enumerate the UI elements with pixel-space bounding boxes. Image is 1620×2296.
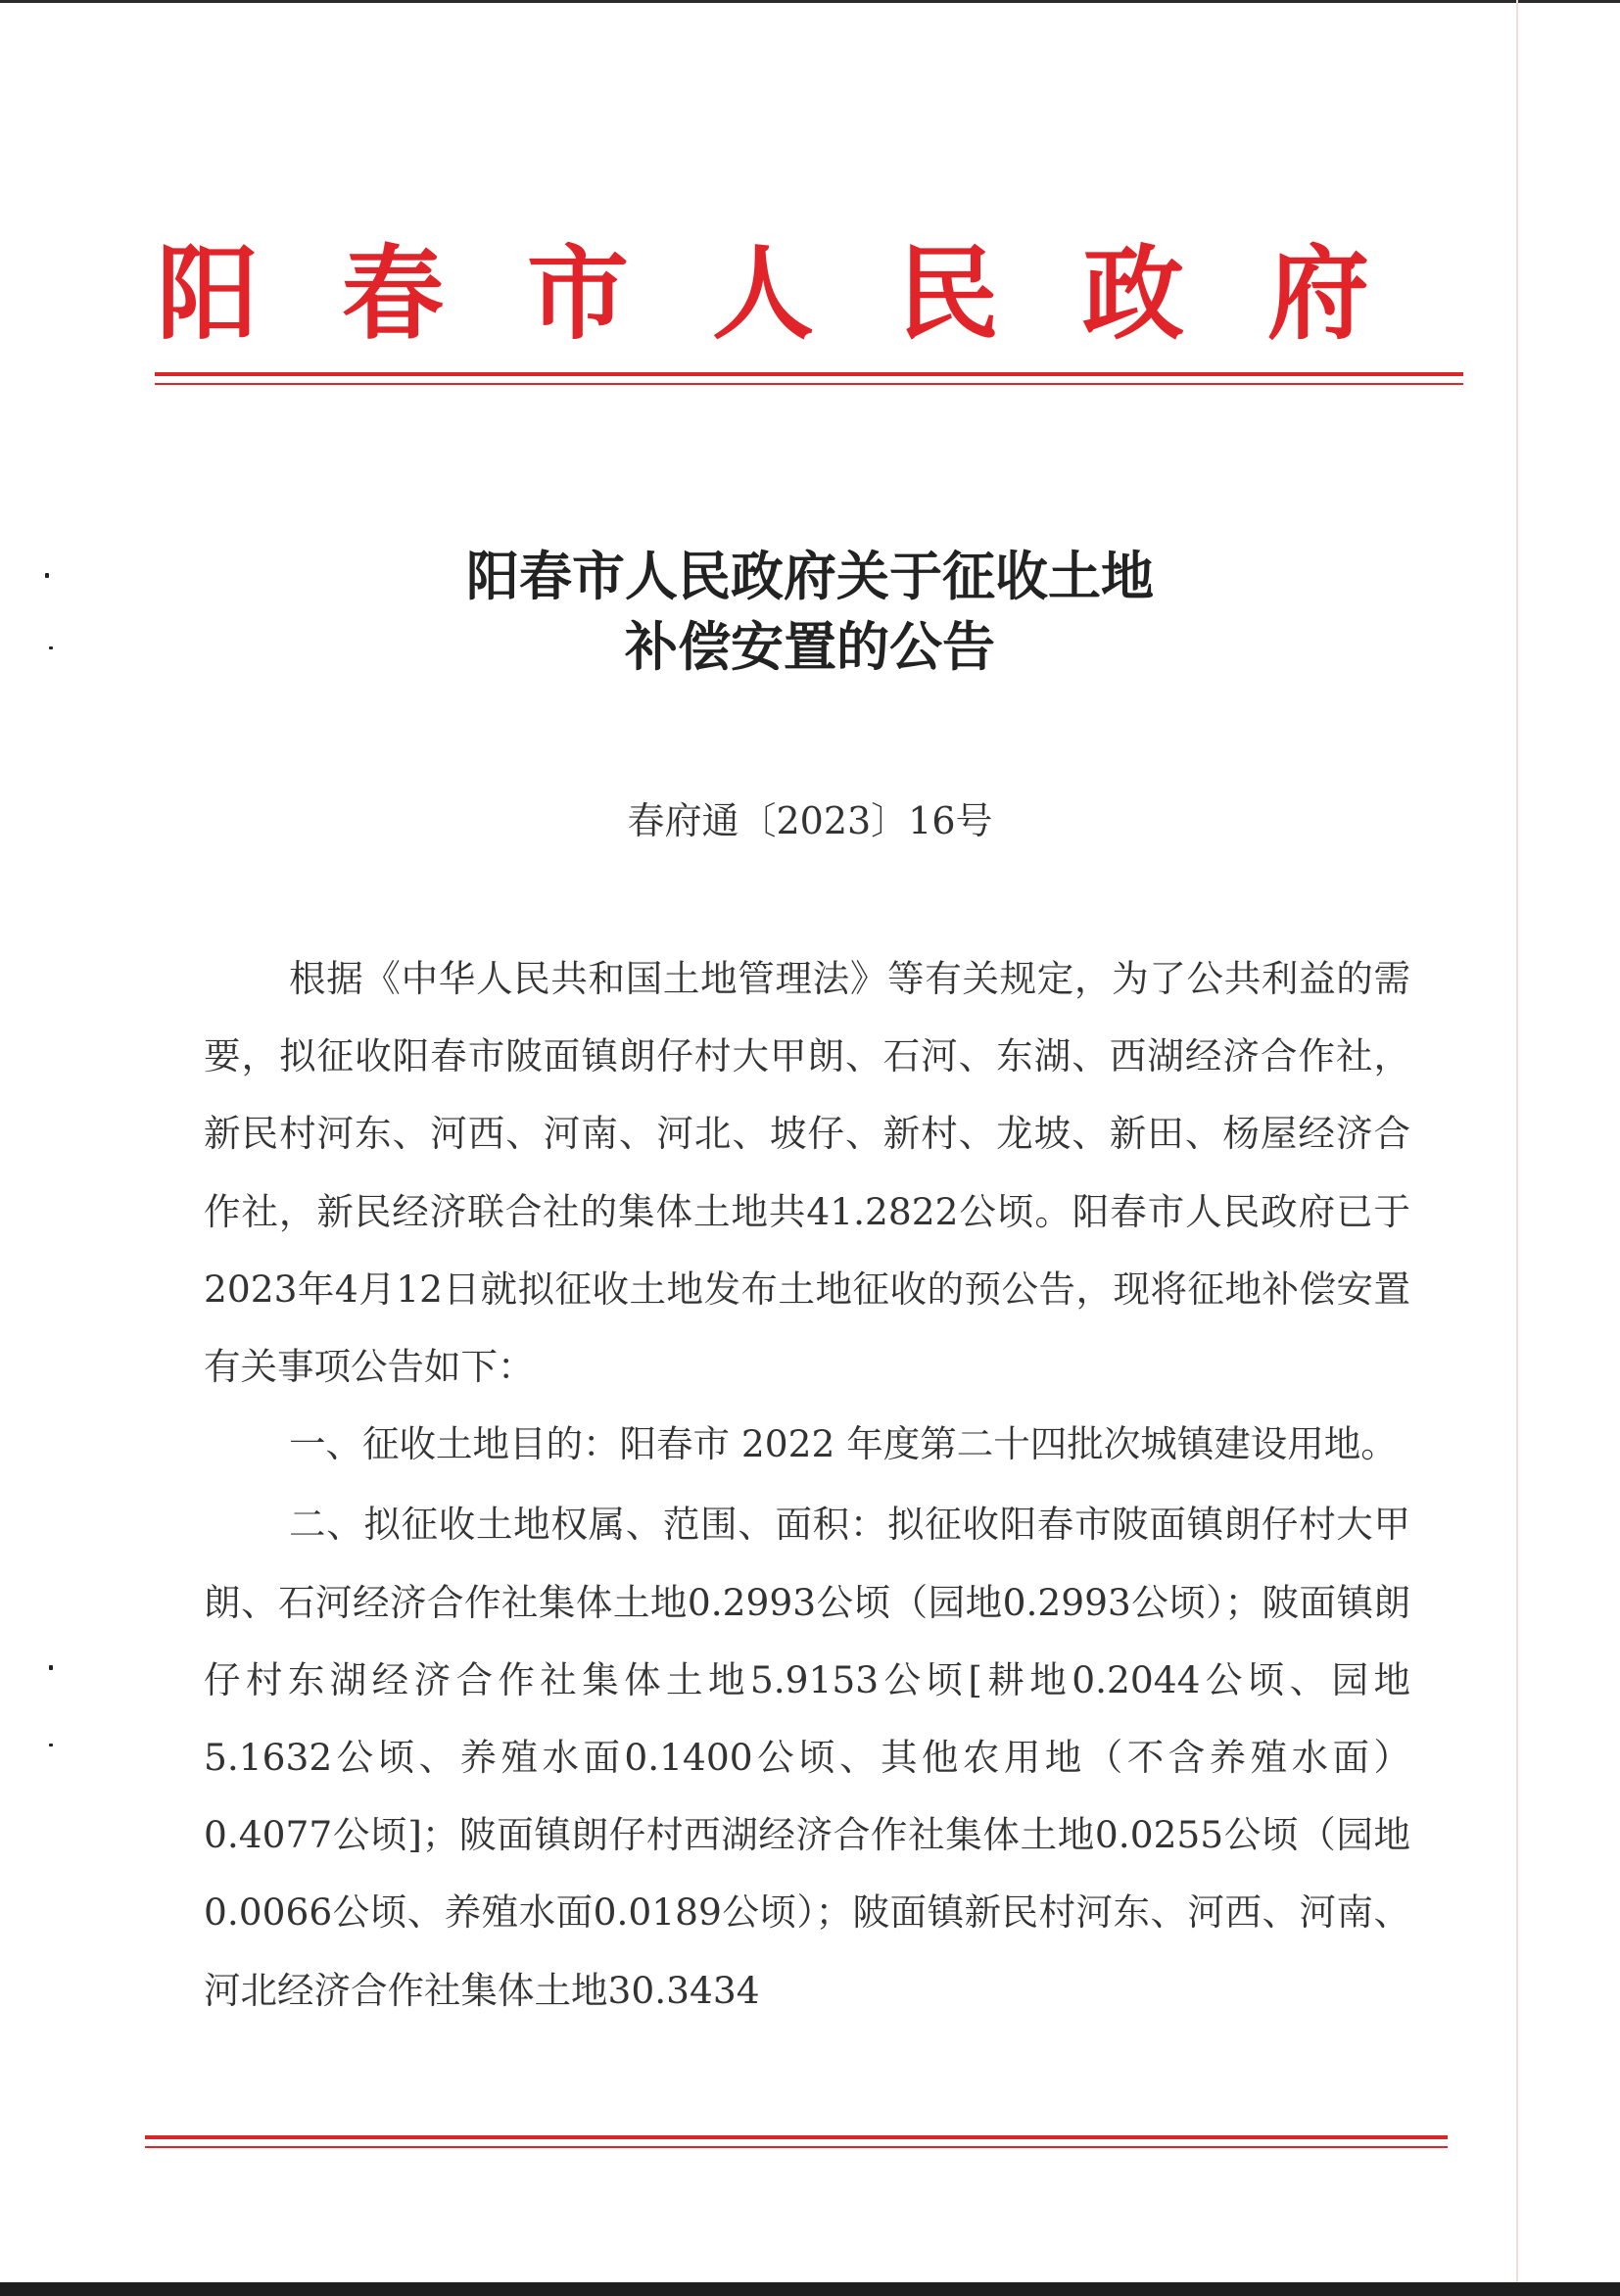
paragraph-purpose: 一、征收土地目的：阳春市 2022 年度第二十四批次城镇建设用地。: [289, 1422, 1398, 1466]
document-number: 春府通〔2023〕16号: [627, 799, 993, 842]
scan-speck: [45, 573, 49, 578]
document-title-line-2: 补偿安置的公告: [625, 615, 995, 678]
document-title: [0, 541, 1620, 682]
scan-top-edge: [0, 0, 1620, 3]
paragraph-intro: 根据《中华人民共和国土地管理法》等有关规定，为了公共利益的需要，拟征收阳春市陂面镇朗仔村大甲朗、石河、东湖、西湖经济合作社，新民村河东、河西、河南、河北、坡仔、新村、龙坡、新田、杨屋经济合作社，新民经济联合社的集体土地共41.2822公顷。阳春市人民政府已于2023年4月12日就拟征收土地发布土地征收的预公告，现将征地补偿安置有关事项公告如下：: [204, 957, 1410, 1389]
scan-bottom-edge: [0, 2282, 1620, 2296]
scan-speck: [49, 1744, 53, 1746]
document-title-line-1: 阳春市人民政府关于征收土地: [466, 545, 1154, 607]
scan-speck: [49, 646, 53, 649]
document-body: [204, 940, 1410, 2030]
footer-rule-thick: [145, 2135, 1448, 2139]
scan-speck: [49, 1665, 53, 1670]
footer-rule-thin: [145, 2146, 1448, 2148]
letterhead-rule-thin: [155, 383, 1463, 385]
letterhead-issuer: 阳春市人民政府: [157, 233, 1371, 354]
paragraph-scope: 二、拟征收土地权属、范围、面积：拟征收阳春市陂面镇朗仔村大甲朗、石河经济合作社集体土地0.2993公顷（园地0.2993公顷）；陂面镇朗仔村东湖经济合作社集体土地5.9153公顷[耕地0.2044公顷、园地5.1632公顷、养殖水面0.1400公顷、其他农用地（不含养殖水面）0.4077公顷]；陂面镇朗仔村西湖经济合作社集体土地0.0255公顷（园地0.0066公顷、养殖水面0.0189公顷）；陂面镇新民村河东、河西、河南、河北经济合作社集体土地30.3434: [204, 1503, 1410, 2012]
scan-page-fold: [1516, 0, 1518, 2282]
letterhead-rule-thick: [155, 372, 1463, 376]
